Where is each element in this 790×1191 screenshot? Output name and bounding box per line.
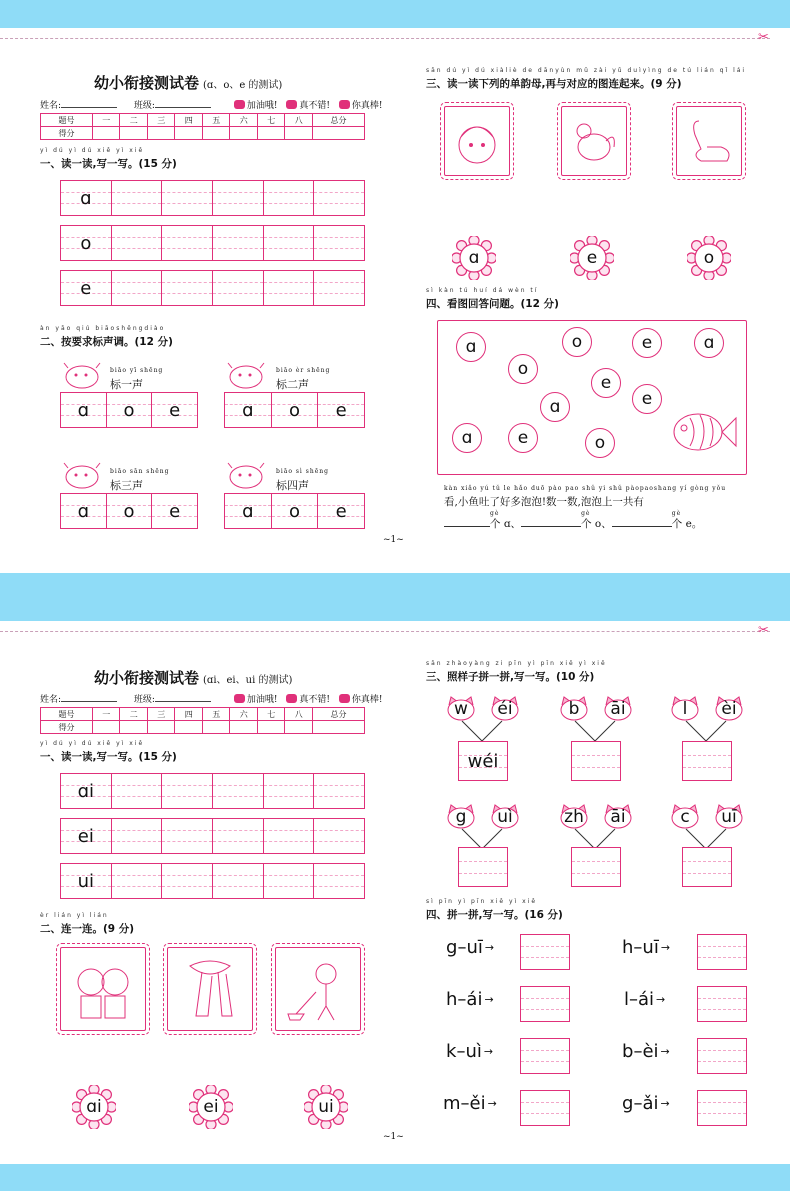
girl-picture — [444, 106, 510, 176]
class-blank[interactable] — [155, 107, 211, 108]
answer-box[interactable] — [571, 847, 621, 887]
flower-label[interactable]: ɑ — [468, 248, 480, 268]
question-text: kàn xiǎo yú tǔ le hǎo duō pào pao shǔ yi shǔ pàopaoshang yí gòng yǒu 看,小鱼吐了好多泡泡!数一数,泡泡上一共有 — [444, 485, 727, 508]
section-3-heading: sān zhàoyàng zi pīn yì pīn xiě yì xiě 三、照样子拼一拼,写一写。(10 分) — [426, 660, 607, 683]
tone-label: biāo yī shēng 标一声 — [110, 367, 164, 391]
cat-head-icon: l — [670, 695, 700, 721]
swan-icon — [677, 107, 741, 175]
sweeping-picture — [275, 947, 361, 1031]
score-header-row: 题号 一 二 三 四 五 六 七 八 总分 — [41, 708, 365, 721]
flower-label[interactable]: ui — [318, 1097, 334, 1117]
answer-blank[interactable] — [521, 526, 581, 527]
answer-box[interactable] — [697, 934, 747, 970]
cow-icon — [62, 360, 102, 390]
scarf-picture — [167, 947, 253, 1031]
fish-icon — [668, 400, 740, 462]
arrow-icon: → — [656, 993, 666, 1006]
spelling-item: g – ǎi → — [622, 1093, 670, 1114]
bubble: ɑ — [452, 423, 482, 453]
answer-box[interactable] — [520, 934, 570, 970]
star-icon — [339, 100, 350, 109]
cat-head-icon: c — [670, 803, 700, 829]
bubble: ɑ — [694, 328, 724, 358]
section-4-heading: sì kàn tú huí dá wèn tí 四、看图回答问题。(12 分) — [426, 287, 559, 310]
spelling-item: m – ěi → — [443, 1093, 497, 1114]
bubble: o — [585, 428, 615, 458]
name-blank[interactable] — [61, 107, 117, 108]
cheer-icon — [234, 100, 245, 109]
star-icon — [339, 694, 350, 703]
cat-head-icon: zh — [559, 803, 589, 829]
arrow-icon: → — [484, 993, 494, 1006]
rooster-picture — [561, 106, 627, 176]
page-number: ~1~ — [383, 535, 404, 545]
writing-row[interactable]: o — [60, 225, 365, 261]
section-3-heading: sān dú yì dú xiàliè de dānyùn mǔ zài yǔ duìyìng de tú lián qǐ lái 三、读一读下列的单韵母,再与对应的图连起来。(9 分) — [426, 67, 747, 90]
tone-grid[interactable]: ɑ o e — [60, 392, 198, 428]
flower-label[interactable]: ɑi — [86, 1097, 102, 1117]
bubble: o — [562, 327, 592, 357]
cat-head-icon: uì — [490, 803, 520, 829]
answer-box[interactable] — [682, 847, 732, 887]
animal-friends-icon — [61, 948, 145, 1030]
bottom-band — [0, 1164, 790, 1191]
cat-head-icon: éi — [490, 695, 520, 721]
answer-box[interactable] — [697, 1038, 747, 1074]
cat-head-icon: b — [559, 695, 589, 721]
score-value-row: 得分 — [41, 127, 365, 140]
cow-icon — [226, 360, 266, 390]
page-title: 幼小衔接测试卷 (ɑi、ei、ui 的测试) — [94, 669, 293, 687]
friends-picture — [60, 947, 146, 1031]
sheet-2 — [0, 621, 790, 1164]
arrow-icon: → — [484, 941, 495, 954]
answer-box[interactable] — [682, 741, 732, 781]
sheet-1 — [0, 28, 790, 573]
score-header-row: 题号 一 二 三 四 五 六 七 八 总分 — [41, 114, 365, 127]
name-blank[interactable] — [61, 701, 117, 702]
rooster-icon — [562, 107, 626, 175]
answer-box[interactable] — [571, 741, 621, 781]
arrow-icon: → — [660, 1097, 670, 1110]
answer-box[interactable] — [697, 1090, 747, 1126]
cut-line — [0, 631, 770, 632]
cat-head-icon: uī — [714, 803, 744, 829]
section-1-heading: yì dú yì dú xiě yì xiě 一、读一读,写一写。(15 分) — [40, 147, 177, 170]
tone-grid[interactable]: ɑ o e — [60, 493, 198, 529]
writing-row[interactable]: ɑ — [60, 180, 365, 216]
answer-box[interactable] — [520, 1038, 570, 1074]
answer-blank[interactable] — [444, 526, 490, 527]
spelling-item: g – uī → — [446, 937, 495, 958]
cow-icon — [62, 460, 102, 490]
top-band — [0, 0, 790, 28]
page-number: ~1~ — [383, 1132, 404, 1142]
section-2-heading: àn yāo qiú biāoshēngdiào 二、按要求标声调。(12 分) — [40, 325, 173, 348]
bubble: e — [632, 384, 662, 414]
thumb-icon — [286, 100, 297, 109]
writing-row[interactable]: e — [60, 270, 365, 306]
answer-box[interactable] — [458, 847, 508, 887]
bubble: e — [508, 423, 538, 453]
bubble: e — [632, 328, 662, 358]
bubble: ɑ — [456, 332, 486, 362]
scissors-icon: ✂ — [758, 623, 769, 638]
girl-sweeping-icon — [276, 948, 360, 1030]
middle-band — [0, 573, 790, 621]
writing-row[interactable]: ɑi — [60, 773, 365, 809]
writing-row[interactable]: ui — [60, 863, 365, 899]
spelling-item: h – uī → — [622, 937, 671, 958]
section-2-heading: èr lián yì lián 二、连一连。(9 分) — [40, 912, 135, 935]
spelling-item: b – èi → — [622, 1041, 670, 1062]
flower-label[interactable]: e — [586, 248, 598, 268]
spelling-item: l – ái → — [624, 989, 666, 1010]
student-info: 姓名: 班级: 加油哦! 真不错! 你真棒! — [40, 101, 383, 111]
cat-head-icon: w — [446, 695, 476, 721]
spelling-item: k – uì → — [446, 1041, 494, 1062]
answer-line: gè 个 ɑ、 gè 个 o、 gè 个 e。 — [444, 516, 702, 531]
cat-head-icon: āi — [603, 695, 633, 721]
cat-head-icon: èi — [714, 695, 744, 721]
arrow-icon: → — [487, 1097, 497, 1110]
cheer-icon — [234, 694, 245, 703]
cut-line — [0, 38, 770, 39]
tone-label: biāo sì shēng 标四声 — [276, 468, 329, 492]
score-table — [40, 113, 365, 140]
tone-grid[interactable]: ɑ o e — [224, 392, 365, 428]
student-info: 姓名: 班级: 加油哦! 真不错! 你真棒! — [40, 695, 383, 705]
spelling-item: h – ái → — [446, 989, 494, 1010]
answer-box[interactable]: wéi — [458, 741, 508, 781]
class-blank[interactable] — [155, 701, 211, 702]
tone-label: biāo sān shēng 标三声 — [110, 468, 170, 492]
score-value-row: 得分 — [41, 721, 365, 734]
arrow-icon: → — [660, 1045, 670, 1058]
answer-box[interactable] — [697, 986, 747, 1022]
bubble: ɑ — [540, 392, 570, 422]
bubble: e — [591, 368, 621, 398]
flower-label[interactable]: o — [703, 248, 715, 268]
thumb-icon — [286, 694, 297, 703]
answer-box[interactable] — [520, 986, 570, 1022]
tone-label: biāo èr shēng 标二声 — [276, 367, 331, 391]
score-table — [40, 707, 365, 734]
cat-head-icon: āi — [603, 803, 633, 829]
tone-grid[interactable]: ɑ o e — [224, 493, 365, 529]
scarf-icon — [168, 948, 252, 1030]
answer-box[interactable] — [520, 1090, 570, 1126]
cat-head-icon: g — [446, 803, 476, 829]
page-title: 幼小衔接测试卷 (ɑ、o、e 的测试) — [94, 74, 283, 92]
scissors-icon: ✂ — [758, 30, 769, 45]
bubble: o — [508, 354, 538, 384]
girl-icon — [445, 107, 509, 175]
section-4-heading: sì pīn yì pīn xiě yì xiě 四、拼一拼,写一写。(16 分) — [426, 898, 563, 921]
cow-icon — [226, 460, 266, 490]
arrow-icon: → — [483, 1045, 494, 1058]
arrow-icon: → — [660, 941, 671, 954]
answer-blank[interactable] — [612, 526, 672, 527]
flower-label[interactable]: ei — [203, 1097, 219, 1117]
section-1-heading: yì dú yì dú xiě yì xiě 一、读一读,写一写。(15 分) — [40, 740, 177, 763]
swan-picture — [676, 106, 742, 176]
writing-row[interactable]: ei — [60, 818, 365, 854]
